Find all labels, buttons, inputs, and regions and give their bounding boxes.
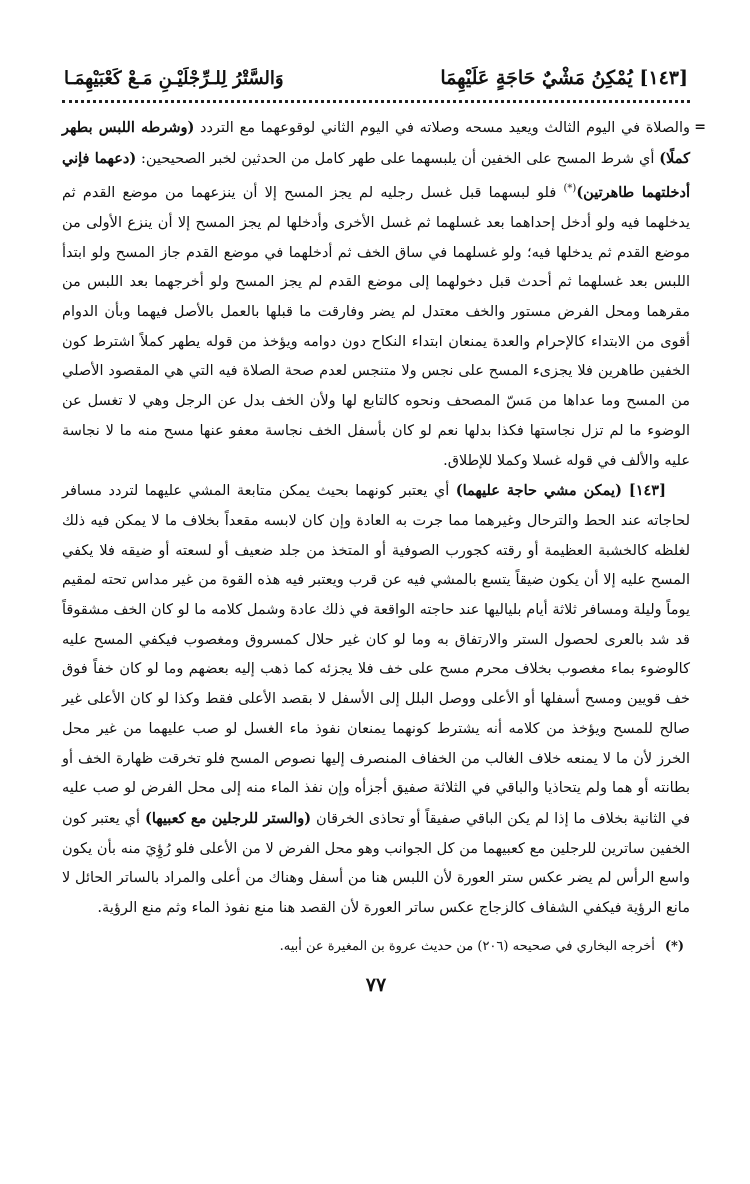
footnote-mark: (*) (664, 938, 684, 954)
paragraph-text: أي شرط المسح على الخفين أن يلبسهما على طهر كامل من الحدثين لخبر الصحيحين: (136, 150, 660, 167)
paragraph-text: أي يعتبر كون الخفين ساترين للرجلين مع كعبيهما من كل الجوانب وهو محل الفرض لا من الأعلى فلو رُؤِيَ منه بأن يكون واسع الرأس لم يضر عكس ستر العورة لأن اللبس هنا من أسفل وهناك من أعلى والمراد بالساتر الحائل لا مانع الرؤية فيكفي الشفاف كالزجاج عكس ساتر العورة لأن القصد هنا منع نفوذ الماء وثم منع الرؤية. (62, 811, 690, 917)
paragraph-verse-143 (62, 476, 690, 924)
footnote-reference[interactable]: (*) (563, 183, 577, 195)
running-header (62, 58, 690, 98)
header-verse-right: [١٤٣] يُمْكِنُ مَشْيٌ حَاجَةٍ عَلَيْهِمَا (440, 67, 688, 89)
main-text (62, 113, 706, 924)
page (62, 58, 706, 996)
paragraph-text: فلو لبسهما قبل غسل رجليه لم يجز المسح إلا أن ينزعهما من موضع القدم ثم يدخلهما فيه ولو أدخل إحداهما بعد غسلهما ثم غسل الأخرى وأدخلها لم يجز المسح إلا أن ينزع الأولى من موضع القدم ثم يدخلها فيه؛ ولو غسلهما في ساق الخف ثم أدخلهما في موضع القدم جاز المسح ولو ابتدأ اللبس بعد غسلهما ثم أحدث قبل دخولهما إلى موضع القدم لم يجز المسح ولو أخرجهما بعد اللبس من مقرهما ومحل الفرض مستور والخف معتدل لم يضر وفارقت ما قبلها بالعمل بالأصل فيهما وبأن الدوام أقوى من الابتداء كالإحرام والعدة يمنعان ابتداء النكاح دون دوامه ويؤخذ من قوله يطهر كملاً اشترط كون الخفين طاهرين فلا يجزىء المسح على نجس ولا متنجس لعدم صحة الصلاة فيه التي هي المقصود الأصلي من المسح وما عداها من مَسّ المصحف ونحوه كالتابع لها ولأن الخف بدل عن الرجل وهي لا تغسل عن الوضوء ما لم تزل نجاستها فكذا بدلها نعم لو كان بأسفل الخف نجاسة معفو عنها مسح منه ما لا نجاسة عليه والألف في قوله غسلا وكملا للإطلاق. (62, 185, 690, 469)
header-dotted-divider (62, 100, 690, 103)
matn-bold-text: [١٤٣] (يمكن مشي حاجة عليهما) (455, 482, 666, 500)
paragraph-continued (62, 113, 706, 476)
continuation-mark: = (694, 119, 706, 135)
footnote (62, 934, 690, 960)
matn-bold-text: (والستر للرجلين مع كعبيها) (144, 810, 312, 827)
matn-bold-text: (وشرطه اللبس بطهر كملًا) (62, 119, 690, 167)
header-verse-left: وَالسَّتْرُ لِلـرِّجْلَيْـنِ مَـعْ كَعْبَيْهِمَـا (64, 68, 284, 89)
page-number: ٧٧ (365, 973, 387, 996)
footnote-text: أخرجه البخاري في صحيحه (٢٠٦) من حديث عروة بن المغيرة عن أبيه. (279, 938, 655, 954)
paragraph-text: والصلاة في اليوم الثالث ويعيد مسحه وصلاته في اليوم الثاني لوقوعهما مع التردد (194, 120, 690, 136)
hadith-bold-text: (دعهما فإني أدخلتهما طاهرتين) (62, 149, 690, 202)
paragraph-text: أي يعتبر كونهما بحيث يمكن متابعة المشي عليهما لتردد مسافر لحاجاته عند الحط والترحال وغيرهما مما جرت به العادة وإن كان لابسه مقعداً بخلاف ما لا يمكن فيه ذلك لغلظه كالخشبة العظيمة أو رقته كجورب الصوفية أو المتخذ من جلد ضعيف أو لسعته أو ضيقه فلا يكفي المسح عليه إلا أن يكون ضيقاً يتسع بالمشي فيه عن قرب ويعتبر فيه هذه القوة من غير مداس تحته لمقيم يوماً وليلة ومسافر ثلاثة أيام بلياليها عند حاجته الواقعة في ذلك عادة وشمل كلامه ما لو كان الخف مشقوقاً قد شد بالعرى لحصول الستر والارتفاق به وما لو كان غير حلال كمسروق ومغصوب فيكفي المسح عليه كالوضوء بماء مغصوب بخلاف محرم مسح على خف فلا يجزئه كما ذهب إليه بعضهم وما لو كان خفاً فوق خف قويين ومسح أسفلها أو الأعلى ووصل البلل إلى الأسفل لا بقصد الأعلى فقط وكذا لو كان الأعلى غير صالح للمسح ويؤخذ من كلامه أنه يشترط كونهما يمنعان نفوذ ماء الغسل لو صب عليهما من غير محل الخرز لأن ما لا يمنعه خلاف الغالب من الخفاف المنصرف إليها نصوص المسح فلو تخرقت ظهارة الخف أو بطانته أو هما ولم يتحاذيا والباقي في الثلاثة صفيق أجزأه وإن نفذ الماء منه إلى محل الفرض لو صب عليه في الثانية بخلاف ما إذا لم يكن الباقي صفيقاً أو تحاذى الخرقان (62, 483, 690, 827)
